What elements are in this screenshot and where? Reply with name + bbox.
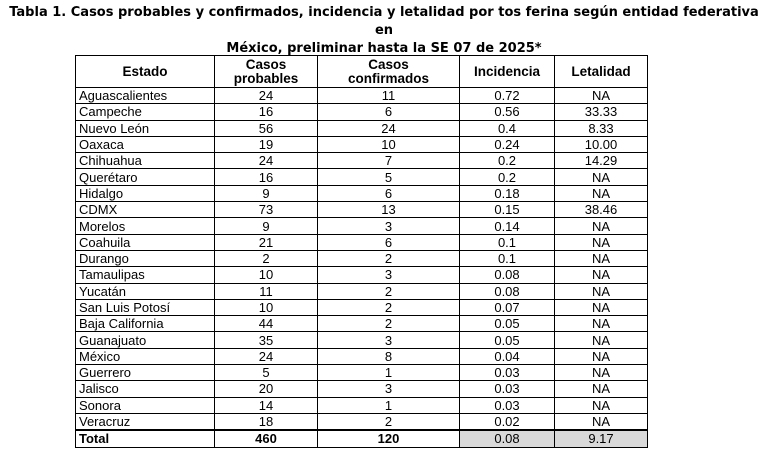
cell-estado: Guerrero: [76, 365, 215, 381]
cell-incidencia: 0.02: [460, 413, 555, 430]
cell-letalidad: 14.29: [555, 153, 648, 169]
total-probables: 460: [215, 430, 318, 447]
cell-letalidad: 8.33: [555, 120, 648, 136]
cell-casos-probables: 73: [215, 202, 318, 218]
cell-casos-confirmados: 1: [318, 397, 460, 413]
cell-casos-confirmados: 2: [318, 316, 460, 332]
cell-letalidad: NA: [555, 332, 648, 348]
cell-incidencia: 0.03: [460, 397, 555, 413]
cell-incidencia: 0.56: [460, 104, 555, 120]
cell-estado: Veracruz: [76, 413, 215, 430]
header-probables-line-1: Casos: [245, 56, 287, 72]
cell-estado: Baja California: [76, 316, 215, 332]
table-row: [76, 88, 648, 104]
cell-casos-probables: 11: [215, 283, 318, 299]
cell-estado: Morelos: [76, 218, 215, 234]
cell-estado: San Luis Potosí: [76, 299, 215, 315]
cell-casos-probables: 35: [215, 332, 318, 348]
cases-table: [75, 55, 648, 448]
cell-letalidad: NA: [555, 381, 648, 397]
table-row: [76, 381, 648, 397]
table-row: [76, 413, 648, 430]
cell-letalidad: NA: [555, 234, 648, 250]
cell-letalidad: NA: [555, 365, 648, 381]
cell-estado: Durango: [76, 250, 215, 266]
cell-incidencia: 0.1: [460, 250, 555, 266]
cell-casos-probables: 24: [215, 88, 318, 104]
cell-letalidad: NA: [555, 250, 648, 266]
cell-estado: Oaxaca: [76, 136, 215, 152]
cell-letalidad: NA: [555, 267, 648, 283]
cell-casos-probables: 56: [215, 120, 318, 136]
cell-casos-confirmados: 11: [318, 88, 460, 104]
total-letalidad: 9.17: [555, 430, 648, 447]
total-row: [76, 430, 648, 447]
cell-incidencia: 0.2: [460, 153, 555, 169]
cell-letalidad: 33.33: [555, 104, 648, 120]
table-row: [76, 365, 648, 381]
cell-casos-probables: 10: [215, 267, 318, 283]
cell-casos-confirmados: 3: [318, 218, 460, 234]
cell-estado: CDMX: [76, 202, 215, 218]
table-row: [76, 104, 648, 120]
cell-incidencia: 0.15: [460, 202, 555, 218]
cell-casos-probables: 24: [215, 153, 318, 169]
table-row: [76, 250, 648, 266]
total-label: Total: [76, 430, 215, 447]
cell-casos-confirmados: 2: [318, 299, 460, 315]
cell-casos-confirmados: 8: [318, 348, 460, 364]
cell-estado: Hidalgo: [76, 185, 215, 201]
table-title: [0, 4, 768, 58]
header-estado: Estado: [76, 56, 215, 88]
cell-casos-probables: 9: [215, 218, 318, 234]
cell-incidencia: 0.2: [460, 169, 555, 185]
cell-casos-probables: 10: [215, 299, 318, 315]
header-confirmados-line-2: confirmados: [347, 70, 429, 86]
cell-casos-probables: 16: [215, 104, 318, 120]
cell-incidencia: 0.18: [460, 185, 555, 201]
cell-incidencia: 0.03: [460, 381, 555, 397]
cell-estado: Jalisco: [76, 381, 215, 397]
cell-letalidad: NA: [555, 413, 648, 430]
cell-casos-confirmados: 10: [318, 136, 460, 152]
header-confirmados-line-1: Casos: [368, 56, 409, 72]
cell-casos-probables: 9: [215, 185, 318, 201]
table-row: [76, 218, 648, 234]
cell-casos-confirmados: 1: [318, 365, 460, 381]
cell-casos-probables: 44: [215, 316, 318, 332]
cell-casos-probables: 14: [215, 397, 318, 413]
cell-casos-probables: 16: [215, 169, 318, 185]
cell-estado: Nuevo León: [76, 120, 215, 136]
table-row: [76, 153, 648, 169]
cell-casos-confirmados: 3: [318, 267, 460, 283]
cell-casos-confirmados: 5: [318, 169, 460, 185]
table-row: [76, 234, 648, 250]
header-letalidad: Letalidad: [555, 56, 648, 88]
table-header-row: [76, 56, 648, 88]
cell-casos-probables: 18: [215, 413, 318, 430]
cell-incidencia: 0.72: [460, 88, 555, 104]
cell-casos-probables: 2: [215, 250, 318, 266]
cell-letalidad: NA: [555, 88, 648, 104]
table-row: [76, 299, 648, 315]
cell-incidencia: 0.03: [460, 365, 555, 381]
cell-casos-probables: 20: [215, 381, 318, 397]
cell-letalidad: NA: [555, 348, 648, 364]
total-incidencia: 0.08: [460, 430, 555, 447]
cell-casos-probables: 21: [215, 234, 318, 250]
table-row: [76, 202, 648, 218]
cell-estado: Campeche: [76, 104, 215, 120]
cell-estado: México: [76, 348, 215, 364]
table-row: [76, 283, 648, 299]
table-row: [76, 348, 648, 364]
cell-casos-confirmados: 13: [318, 202, 460, 218]
header-casos-confirmados: [318, 56, 460, 88]
cell-casos-confirmados: 2: [318, 250, 460, 266]
cell-estado: Sonora: [76, 397, 215, 413]
cell-letalidad: 10.00: [555, 136, 648, 152]
table-row: [76, 267, 648, 283]
cell-letalidad: NA: [555, 299, 648, 315]
cell-estado: Tamaulipas: [76, 267, 215, 283]
header-probables-line-2: probables: [233, 70, 299, 86]
cell-casos-confirmados: 6: [318, 185, 460, 201]
table-row: [76, 332, 648, 348]
cell-letalidad: NA: [555, 185, 648, 201]
cell-letalidad: 38.46: [555, 202, 648, 218]
cell-letalidad: NA: [555, 218, 648, 234]
cell-incidencia: 0.08: [460, 267, 555, 283]
cell-letalidad: NA: [555, 169, 648, 185]
cell-incidencia: 0.04: [460, 348, 555, 364]
header-casos-probables: [215, 56, 318, 88]
cell-estado: Yucatán: [76, 283, 215, 299]
header-incidencia: Incidencia: [460, 56, 555, 88]
cell-incidencia: 0.08: [460, 283, 555, 299]
cell-casos-probables: 19: [215, 136, 318, 152]
table-title-line-1: Tabla 1. Casos probables y confirmados, incidencia y letalidad por tos ferina según entidad federativa en: [9, 5, 759, 38]
table-row: [76, 316, 648, 332]
cell-estado: Aguascalientes: [76, 88, 215, 104]
cell-estado: Guanajuato: [76, 332, 215, 348]
cell-casos-confirmados: 3: [318, 381, 460, 397]
cell-casos-confirmados: 2: [318, 413, 460, 430]
cell-incidencia: 0.07: [460, 299, 555, 315]
cell-casos-confirmados: 2: [318, 283, 460, 299]
cell-casos-confirmados: 6: [318, 234, 460, 250]
cell-letalidad: NA: [555, 283, 648, 299]
cell-casos-probables: 5: [215, 365, 318, 381]
cell-incidencia: 0.1: [460, 234, 555, 250]
cell-incidencia: 0.14: [460, 218, 555, 234]
table-row: [76, 185, 648, 201]
cell-casos-confirmados: 6: [318, 104, 460, 120]
cell-letalidad: NA: [555, 316, 648, 332]
cell-estado: Chihuahua: [76, 153, 215, 169]
total-confirmados: 120: [318, 430, 460, 447]
table-body: [76, 88, 648, 431]
cell-casos-confirmados: 24: [318, 120, 460, 136]
table-row: [76, 120, 648, 136]
cell-casos-confirmados: 7: [318, 153, 460, 169]
cell-incidencia: 0.05: [460, 316, 555, 332]
cell-incidencia: 0.24: [460, 136, 555, 152]
table-row: [76, 397, 648, 413]
cell-incidencia: 0.4: [460, 120, 555, 136]
table-title-line-2: México, preliminar hasta la SE 07 de 2025*: [226, 41, 542, 56]
table-row: [76, 169, 648, 185]
cell-estado: Coahuila: [76, 234, 215, 250]
table-row: [76, 136, 648, 152]
cell-casos-confirmados: 3: [318, 332, 460, 348]
cell-casos-probables: 24: [215, 348, 318, 364]
cell-estado: Querétaro: [76, 169, 215, 185]
cell-incidencia: 0.05: [460, 332, 555, 348]
cell-letalidad: NA: [555, 397, 648, 413]
